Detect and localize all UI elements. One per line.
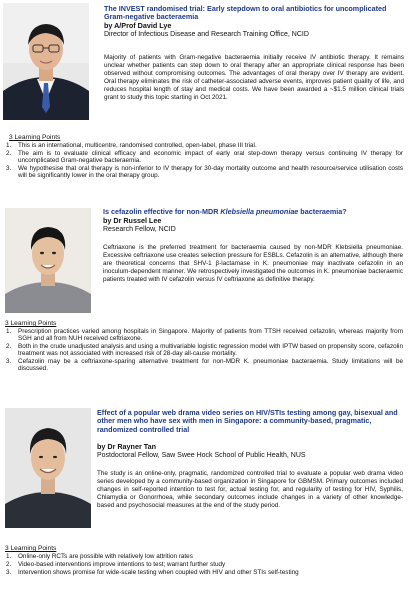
title-text-end: bacteraemia? — [298, 207, 347, 216]
list-number: 1. — [6, 553, 12, 560]
title-text: Is cefazolin effective for non-MDR — [103, 207, 221, 216]
list-number: 3. — [6, 164, 12, 172]
list-text: Cefazolin may be a ceftriaxone-sparing alternative treatment for non-MDR K. pneumoniae bacteraemia. Study limitations will be discussed. — [18, 358, 403, 373]
title-italic: Klebsiella pneumoniae — [220, 207, 299, 216]
list-item — [5, 150, 403, 164]
list-text: Intervention shows promise for wide-scale testing when coupled with HIV and other STIs self-testing — [18, 568, 299, 576]
list-text: We hypothesise that oral therapy is non-inferior to IV therapy for 30-day mortality outcome and health resource/service utilisation costs will be significantly lower in the oral therapy group. — [18, 164, 403, 179]
list-number: 2. — [6, 149, 12, 157]
section-3-title: Effect of a popular web drama video series on HIV/STIs testing among gay, bisexual and other men who have sex with men in Singapore: a community-based, pragmatic, randomized controlled trial — [97, 408, 398, 434]
section-3-affiliation: Postdoctoral Fellow, Saw Swee Hock School of Public Health, NUS — [97, 452, 306, 459]
list-text: Both in the crude unadjusted analysis and using a multivariable logistic regression model with IPTW based on propensity score, cefazolin treatment was not associated with increased risk of 28-day all-cause mortality. — [18, 343, 403, 358]
section-1-title: The INVEST randomised trial: Early stepdown to oral antibiotics for uncomplicated Gram-negative bacteraemia — [104, 4, 387, 22]
section-1-abstract: Majority of patients with Gram-negative bacteraemia initially receive IV antibiotic therapy. It remains unclear whether patients can step down to oral therapy after an appropriate clinical response has been observed without compromising outcomes. The advantages of oral therapy over IV therapy are evident. Oral therapy eliminates the risk of catheter-associated adverse events, improves patient quality of life, and reduces hospital length of stay and medical costs. We have been awarded a ~$1.5 million clinical trials grant to study this topic starting in Oct 2021. — [104, 54, 404, 101]
list-number: 3. — [6, 358, 12, 365]
list-number: 2. — [6, 343, 12, 350]
section-1-byline: by A/Prof David Lye — [104, 21, 172, 30]
list-text: The aim is to evaluate clinical efficacy and economic impact of early oral step-down therapy versus continuing IV therapy for uncomplicated Gram-negative bacteraemia. — [18, 149, 403, 164]
section-2-byline: by Dr Russel Lee — [103, 216, 162, 225]
section-3-abstract: The study is an online-only, pragmatic, randomized controlled trial to evaluate a popular web drama video series developed by a community-based organization in Singapore for GBMSM. Primary outcomes included changes in self-reported intention to test for, actual testing for, and regularity of testing for HIV, Syphilis, Chlamydia or Gonorrhoea, while secondary outcomes include changes in a variety of other knowledge-based and psychosocial measures at the end of the study period. — [97, 470, 403, 509]
section-2-learning-points — [5, 328, 403, 373]
list-item — [5, 165, 403, 179]
speaker-photo-3 — [5, 408, 91, 528]
list-item — [5, 561, 403, 568]
list-item — [5, 328, 403, 342]
list-text: This is an international, multicentre, randomised controlled, open-label, phase III trial. — [18, 142, 257, 149]
speaker-photo-2 — [5, 208, 91, 313]
list-number: 1. — [6, 142, 12, 149]
list-item — [5, 358, 403, 372]
section-1-affiliation: Director of Infectious Disease and Research Training Office, NCID — [104, 31, 309, 38]
section-3-learning-heading: 3 Learning Points — [5, 545, 57, 552]
list-item — [5, 343, 403, 357]
speaker-photo-1 — [3, 3, 89, 120]
list-number: 2. — [6, 560, 12, 568]
section-3-byline: by Dr Rayner Tan — [97, 442, 156, 451]
section-1-learning-points — [5, 142, 403, 180]
section-1-learning-heading: 3 Learning Points — [9, 134, 61, 141]
list-number: 3. — [6, 568, 12, 576]
list-item — [5, 553, 403, 560]
list-item — [5, 569, 403, 576]
section-2-affiliation: Research Fellow, NCID — [103, 226, 176, 233]
list-number: 1. — [6, 328, 12, 335]
list-text: Video-based interventions improve intentions to test; warrant further study — [18, 560, 226, 568]
list-item — [5, 142, 403, 149]
section-2-learning-heading: 3 Learning Points — [5, 320, 57, 327]
section-3-learning-points — [5, 553, 403, 576]
list-text: Prescription practices varied among hospitals in Singapore. Majority of patients from TTSH received cefazolin, whereas majority from SGH and all from NUH received ceftriaxone. — [18, 328, 403, 343]
section-2-abstract: Ceftriaxone is the preferred treatment for bacteraemia caused by non-MDR Klebsiella pneumoniae. Excessive ceftriaxone use creates selection pressure for ESBLs. Cefazolin is an alternative, although there are theoretical concerns that SHV-1 β-lactamase in K. pneumoniae may inactivate cefazolin in an inoculum-dependent manner. We retrospectively investigated the outcomes in K. pneumoniae bacteraemic patients treated with IV cefazolin versus IV ceftriaxone as definitive therapy. — [103, 244, 403, 283]
list-text: Online-only RCTs are possible with relatively low attrition rates — [18, 553, 193, 560]
